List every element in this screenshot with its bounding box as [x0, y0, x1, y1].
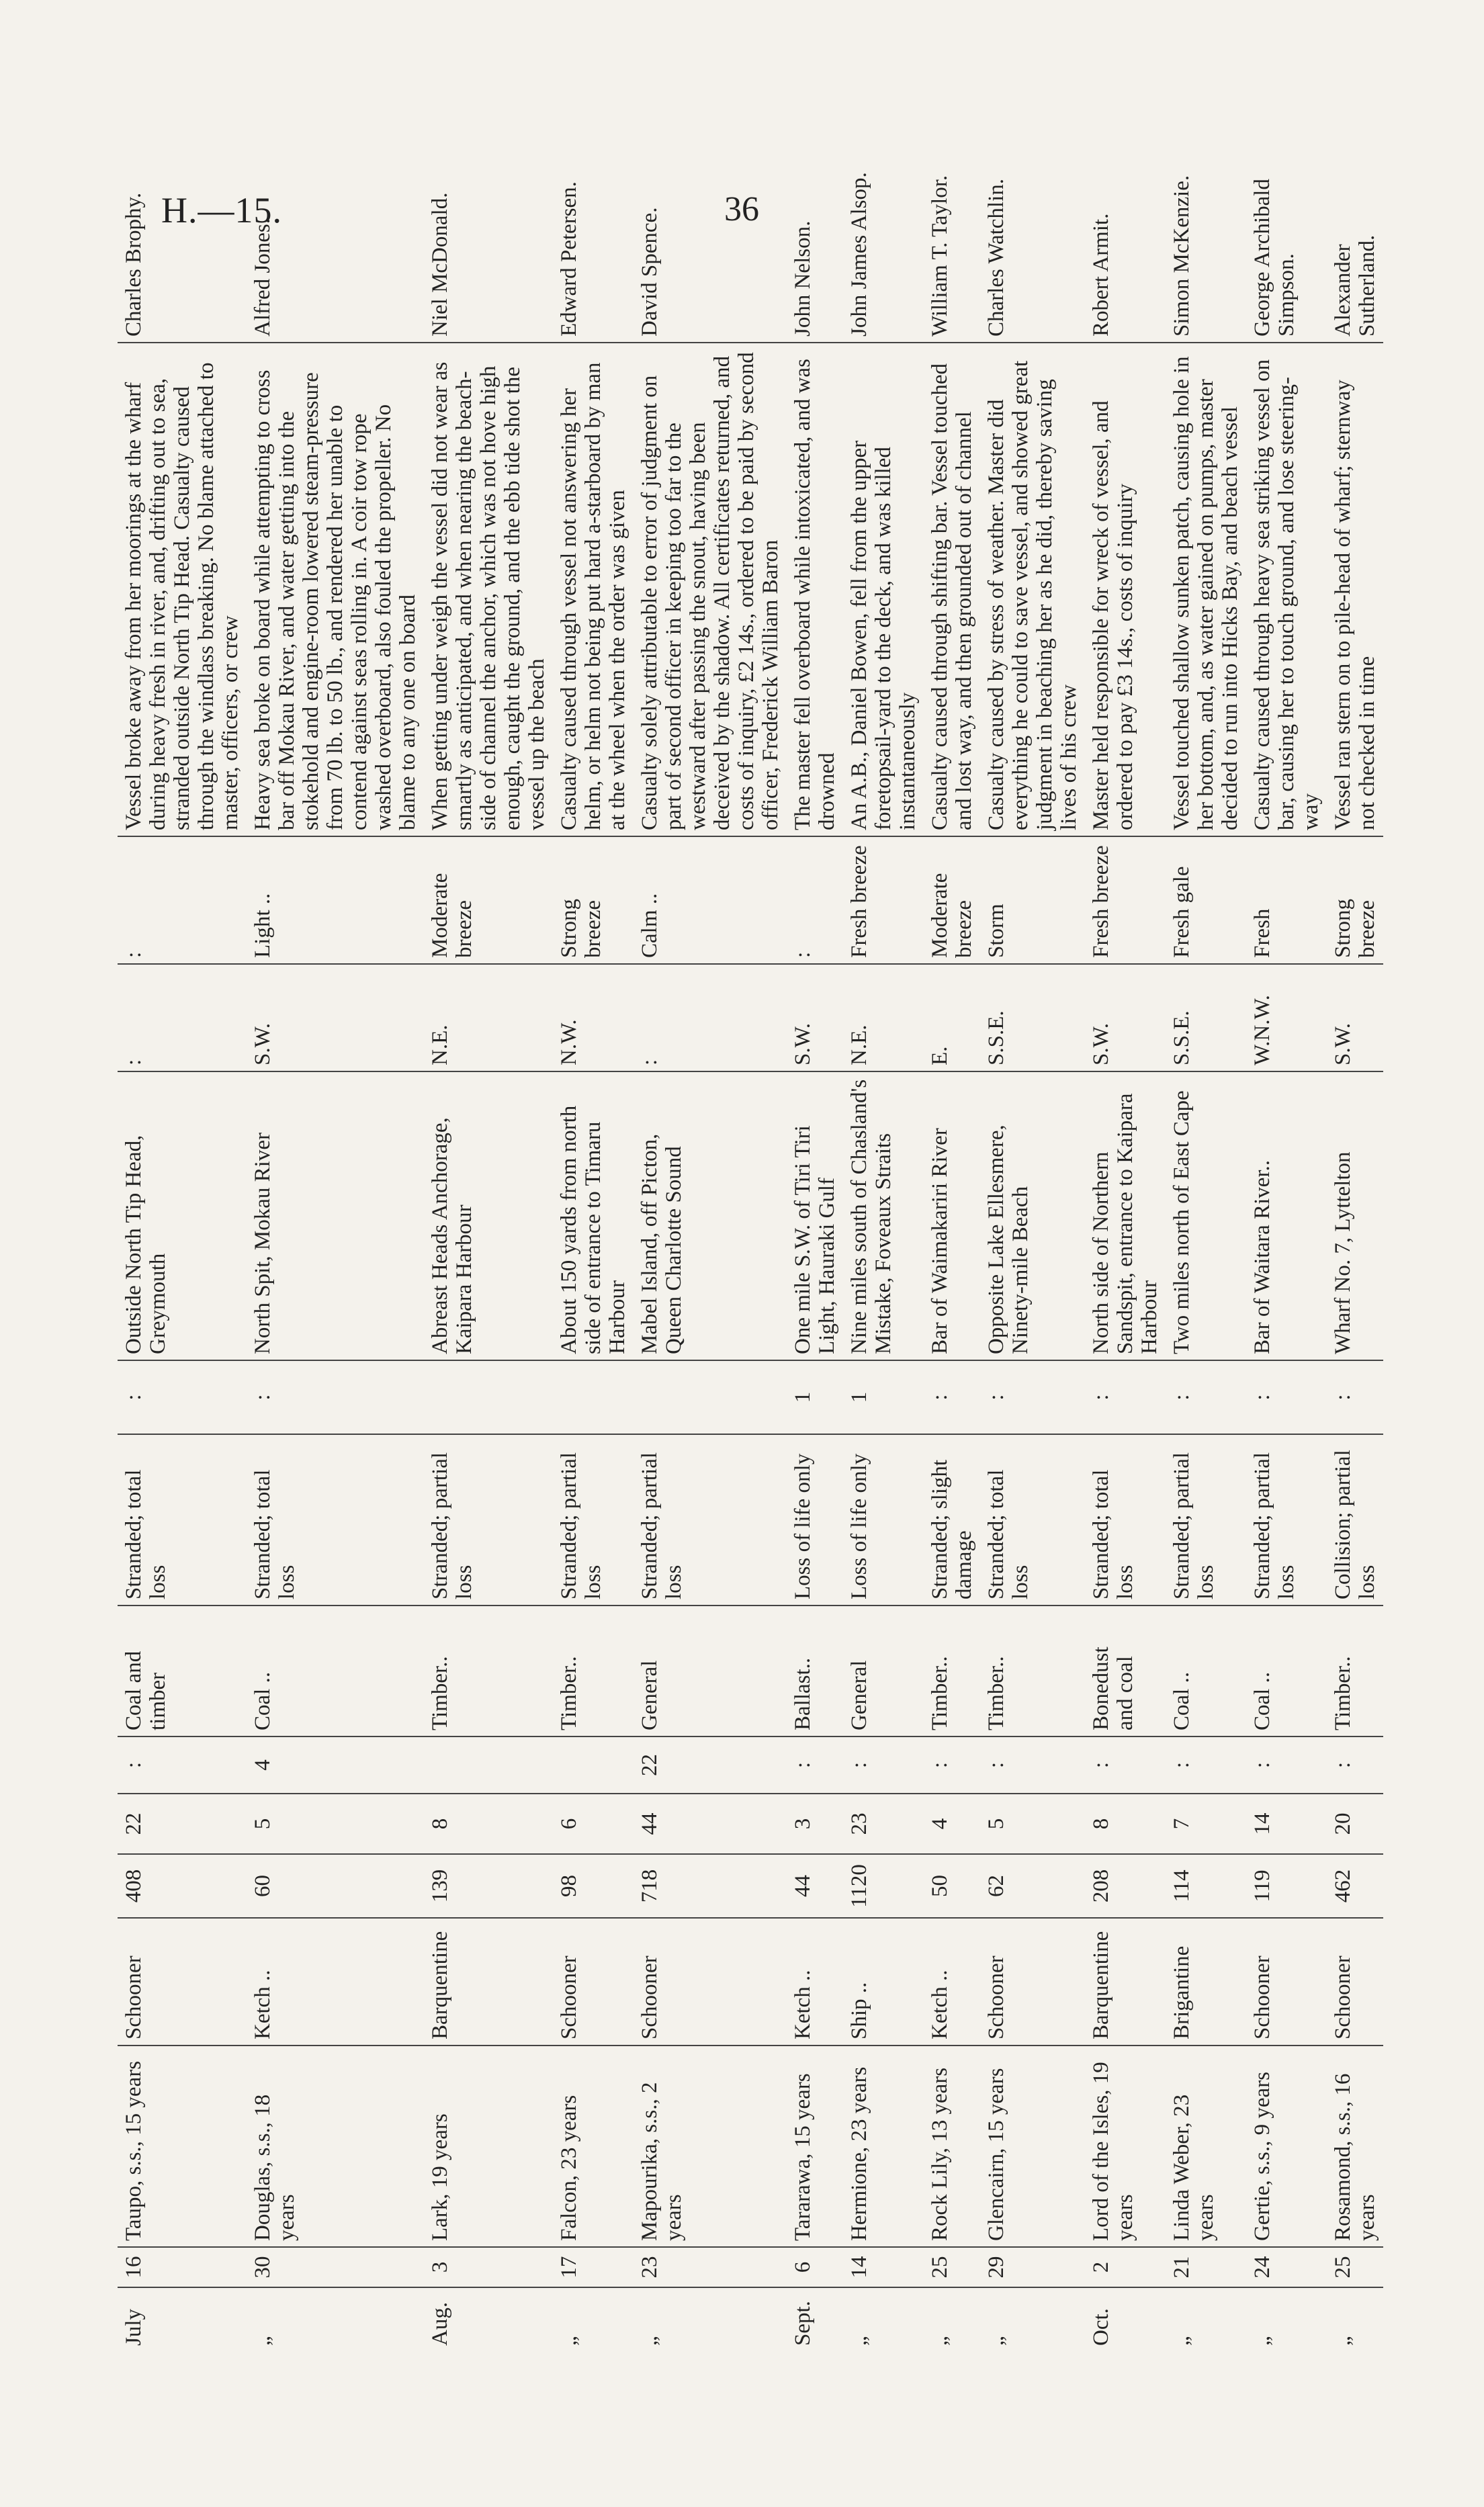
cell-force: Fresh gale: [1166, 836, 1246, 964]
cell-lives: [424, 1360, 553, 1434]
cell-master: George Archibald Simpson.: [1250, 179, 1299, 337]
cell-wind: N.W.: [553, 964, 634, 1071]
cell-wind: S.W.: [247, 964, 424, 1071]
cell-month: Sept.: [787, 2287, 843, 2351]
cell-day: 25: [924, 2247, 980, 2287]
document-reference: H.—15.: [161, 190, 282, 230]
cell-tonnage: 50: [924, 1854, 980, 1918]
cell-master: Simon McKenzie.: [1170, 175, 1194, 337]
cell-force: Fresh: [1246, 836, 1327, 964]
cell-force: :: [118, 836, 247, 964]
cell-force: Fresh breeze: [843, 836, 924, 964]
cell-master: Edward Petersen.: [557, 181, 581, 337]
cell-master: Robert Armit.: [1089, 213, 1113, 337]
cell-crew: 22: [118, 1794, 247, 1854]
cell-vessel: Taupo, s.s., 15 years: [118, 2046, 247, 2247]
cell-lives: :: [247, 1360, 424, 1434]
cell-force: Moderate breeze: [424, 836, 553, 964]
cell-cargo: Timber..: [980, 1606, 1085, 1736]
cell-force: Calm ..: [634, 836, 787, 964]
cell-month: „: [634, 2287, 787, 2351]
cell-month: „: [980, 2287, 1085, 2351]
cell-vessel: Linda Weber, 23 years: [1166, 2046, 1246, 2247]
cell-tonnage: 139: [424, 1854, 553, 1918]
cell-lives: :: [1246, 1360, 1327, 1434]
cell-nature: Stranded; partial loss: [1166, 1434, 1246, 1606]
cell-master: David Spence.: [638, 207, 662, 337]
cell-day: 23: [634, 2247, 787, 2287]
cell-tonnage: 462: [1327, 1854, 1383, 1918]
cell-rig: Brigantine: [1166, 1918, 1246, 2046]
cell-crew: 4: [924, 1794, 980, 1854]
cell-month: „: [843, 2287, 924, 2351]
cell-master: Charles Brophy.: [122, 192, 146, 337]
cell-vessel: Tararawa, 15 years: [787, 2046, 843, 2247]
cell-wind: S.S.E.: [1166, 964, 1246, 1071]
cell-force: Strong breeze: [553, 836, 634, 964]
cell-master: Niel McDonald.: [428, 192, 452, 337]
cell-passengers: :: [924, 1736, 980, 1794]
cell-crew: 23: [843, 1794, 924, 1854]
cell-vessel: Lark, 19 years: [424, 2046, 553, 2247]
cell-rig: Ketch ..: [924, 1918, 980, 2046]
cell-cause: Vessel touched shallow sunken patch, causing hole in her bottom, and, as water gained on pumps, master decided to run into Hicks Bay, and beach vessel: [1166, 343, 1246, 836]
cell-wind: S.S.E.: [980, 964, 1085, 1071]
table-row: [634, 134, 787, 2351]
cell-month: July: [118, 2287, 247, 2351]
cell-tonnage: 208: [1085, 1854, 1166, 1918]
cell-day: 16: [118, 2247, 247, 2287]
cell-vessel: Mapourika, s.s., 2 years: [634, 2046, 787, 2247]
cell-day: 3: [424, 2247, 553, 2287]
cell-cargo: Bonedust and coal: [1085, 1606, 1166, 1736]
cell-force: Light ..: [247, 836, 424, 964]
cell-lives: [553, 1360, 634, 1434]
cell-tonnage: 114: [1166, 1854, 1246, 1918]
table-row: [980, 134, 1085, 2351]
cell-nature: Stranded; total loss: [118, 1434, 247, 1606]
cell-lives: [634, 1360, 787, 1434]
page-number: 36: [724, 190, 759, 228]
cell-tonnage: 718: [634, 1854, 787, 1918]
cell-tonnage: 62: [980, 1854, 1085, 1918]
cell-passengers: [424, 1736, 553, 1794]
cell-cause: Vessel broke away from her moorings at the wharf during heavy fresh in river, and, drifting out to sea, stranded outside North Tip Head. Casualty caused through the windlass breaking. No blame attached to master, officers, or crew: [118, 343, 247, 836]
cell-wind: S.W.: [1327, 964, 1383, 1071]
cell-tonnage: 408: [118, 1854, 247, 1918]
cell-lives: 1: [843, 1360, 924, 1434]
cell-wind: :: [118, 964, 247, 1071]
cell-cargo: Timber..: [553, 1606, 634, 1736]
cell-cause: The master fell overboard while intoxicated, and was drowned: [787, 343, 843, 836]
cell-passengers: 4: [247, 1736, 424, 1794]
cell-wind: :: [634, 964, 787, 1071]
cell-lives: :: [924, 1360, 980, 1434]
cell-rig: Schooner: [980, 1918, 1085, 2046]
cell-wind: N.E.: [843, 964, 924, 1071]
cell-place: North Spit, Mokau River: [247, 1071, 424, 1360]
cell-day: 21: [1166, 2247, 1246, 2287]
cell-rig: Ketch ..: [787, 1918, 843, 2046]
cell-crew: 7: [1166, 1794, 1246, 1854]
cell-crew: 44: [634, 1794, 787, 1854]
table-row: [118, 134, 247, 2351]
cell-master: Alexander Sutherland.: [1331, 234, 1379, 337]
cell-vessel: Rock Lily, 13 years: [924, 2046, 980, 2247]
cell-nature: Stranded; partial loss: [1246, 1434, 1327, 1606]
cell-rig: Ship ..: [843, 1918, 924, 2046]
table-row: [1246, 134, 1327, 2351]
cell-nature: Stranded; partial loss: [424, 1434, 553, 1606]
cell-cargo: Coal ..: [247, 1606, 424, 1736]
cell-month: „: [247, 2287, 424, 2351]
cell-place: Opposite Lake Ellesmere, Ninety-mile Beach: [980, 1071, 1085, 1360]
cell-nature: Stranded; total loss: [980, 1434, 1085, 1606]
cell-lives: 1: [787, 1360, 843, 1434]
table-row: [1085, 134, 1166, 2351]
cell-tonnage: 44: [787, 1854, 843, 1918]
cell-nature: Stranded; partial loss: [553, 1434, 634, 1606]
cell-lives: :: [1327, 1360, 1383, 1434]
cell-rig: Schooner: [553, 1918, 634, 2046]
cell-day: 2: [1085, 2247, 1166, 2287]
cell-cargo: Timber..: [924, 1606, 980, 1736]
cell-passengers: :: [1327, 1736, 1383, 1794]
cell-tonnage: 98: [553, 1854, 634, 1918]
cell-passengers: :: [980, 1736, 1085, 1794]
cell-master: John James Alsop.: [847, 172, 871, 337]
cell-rig: Barquentine: [1085, 1918, 1166, 2046]
cell-month: Oct.: [1085, 2287, 1166, 2351]
cell-cause: Casualty solely attributable to error of judgment on part of second officer in keeping too far to the westward after passing the snout, having been deceived by the shadow. All certificates returned, and costs of inquiry, £2 14s., ordered to be paid by second officer, Frederick William Baron: [634, 343, 787, 836]
cell-nature: Collision; partial loss: [1327, 1434, 1383, 1606]
cell-force: :: [787, 836, 843, 964]
cell-nature: Stranded; total loss: [1085, 1434, 1166, 1606]
cell-place: Bar of Waitara River..: [1246, 1071, 1327, 1360]
cell-rig: Schooner: [1327, 1918, 1383, 2046]
cell-rig: Schooner: [634, 1918, 787, 2046]
cell-passengers: :: [1085, 1736, 1166, 1794]
cell-place: Abreast Heads Anchorage, Kaipara Harbour: [424, 1071, 553, 1360]
cell-day: 24: [1246, 2247, 1327, 2287]
cell-cargo: Coal ..: [1166, 1606, 1246, 1736]
cell-wind: S.W.: [787, 964, 843, 1071]
cell-place: Outside North Tip Head, Greymouth: [118, 1071, 247, 1360]
cell-passengers: :: [1246, 1736, 1327, 1794]
cell-wind: N.E.: [424, 964, 553, 1071]
cell-nature: Loss of life only: [787, 1434, 843, 1606]
cell-passengers: :: [787, 1736, 843, 1794]
cell-crew: 3: [787, 1794, 843, 1854]
cell-passengers: :: [118, 1736, 247, 1794]
cell-wind: E.: [924, 964, 980, 1071]
cell-nature: Stranded; partial loss: [634, 1434, 787, 1606]
cell-nature: Stranded; total loss: [247, 1434, 424, 1606]
cell-cargo: General: [634, 1606, 787, 1736]
cell-month: „: [1246, 2287, 1327, 2351]
cell-rig: Schooner: [118, 1918, 247, 2046]
cell-passengers: :: [843, 1736, 924, 1794]
cell-day: 17: [553, 2247, 634, 2287]
cell-vessel: Rosamond, s.s., 16 years: [1327, 2046, 1383, 2247]
cell-lives: :: [1166, 1360, 1246, 1434]
cell-vessel: Lord of the Isles, 19 years: [1085, 2046, 1166, 2247]
cell-cause: Casualty caused through shifting bar. Vessel touched and lost way, and then grounded out of channel: [924, 343, 980, 836]
cell-passengers: [553, 1736, 634, 1794]
table-row: [1327, 134, 1383, 2351]
cell-crew: 5: [980, 1794, 1085, 1854]
cell-rig: Barquentine: [424, 1918, 553, 2046]
cell-month: „: [553, 2287, 634, 2351]
cell-place: About 150 yards from north side of entrance to Timaru Harbour: [553, 1071, 634, 1360]
cell-crew: 14: [1246, 1794, 1327, 1854]
cell-tonnage: 119: [1246, 1854, 1327, 1918]
cell-cargo: Timber..: [1327, 1606, 1383, 1736]
cell-month: „: [924, 2287, 980, 2351]
cell-vessel: Douglas, s.s., 18 years: [247, 2046, 424, 2247]
cell-nature: Loss of life only: [843, 1434, 924, 1606]
cell-lives: :: [980, 1360, 1085, 1434]
table-row: [247, 134, 424, 2351]
cell-tonnage: 1120: [843, 1854, 924, 1918]
cell-place: Mabel Island, off Picton, Queen Charlotte Sound: [634, 1071, 787, 1360]
cell-place: Two miles north of East Cape: [1166, 1071, 1246, 1360]
cell-day: 14: [843, 2247, 924, 2287]
cell-master: Alfred Jones.: [251, 218, 275, 337]
cell-master: Charles Watchlin.: [984, 178, 1008, 337]
table-row: [787, 134, 843, 2351]
table-row: [424, 134, 553, 2351]
cell-month: „: [1327, 2287, 1383, 2351]
table-row: [924, 134, 980, 2351]
cell-vessel: Gertie, s.s., 9 years: [1246, 2046, 1327, 2247]
cell-cause: Master held responsible for wreck of vessel, and ordered to pay £3 14s., costs of inquiry: [1085, 343, 1166, 836]
cell-vessel: Falcon, 23 years: [553, 2046, 634, 2247]
cell-day: 25: [1327, 2247, 1383, 2287]
cell-force: Storm: [980, 836, 1085, 964]
cell-force: Strong breeze: [1327, 836, 1383, 964]
cell-place: Nine miles south of Chasland's Mistake, Foveaux Straits: [843, 1071, 924, 1360]
cell-crew: 8: [424, 1794, 553, 1854]
cell-vessel: Glencairn, 15 years: [980, 2046, 1085, 2247]
cell-cause: Casualty caused through vessel not answering her helm, or helm not being put hard a-starboard by man at the wheel when the order was given: [553, 343, 634, 836]
cell-master: William T. Taylor.: [928, 175, 952, 337]
cell-cargo: Coal and timber: [118, 1606, 247, 1736]
cell-tonnage: 60: [247, 1854, 424, 1918]
cell-vessel: Hermione, 23 years: [843, 2046, 924, 2247]
cell-day: 6: [787, 2247, 843, 2287]
cell-cargo: General: [843, 1606, 924, 1736]
cell-cargo: Ballast..: [787, 1606, 843, 1736]
cell-crew: 8: [1085, 1794, 1166, 1854]
cell-passengers: 22: [634, 1736, 787, 1794]
cell-rig: Ketch ..: [247, 1918, 424, 2046]
cell-nature: Stranded; slight damage: [924, 1434, 980, 1606]
cell-cargo: Coal ..: [1246, 1606, 1327, 1736]
cell-cause: Vessel ran stern on to pile-head of wharf; sternway not checked in time: [1327, 343, 1383, 836]
cell-force: Fresh breeze: [1085, 836, 1166, 964]
cell-wind: S.W.: [1085, 964, 1166, 1071]
casualty-table: [118, 134, 1383, 2351]
casualty-table-rotated: [118, 134, 1379, 2351]
cell-crew: 6: [553, 1794, 634, 1854]
table-row: [1166, 134, 1246, 2351]
cell-cause: Heavy sea broke on board while attempting to cross bar off Mokau River, and water getting into the stokehold and engine-room lowered steam-pressure from 70 lb. to 50 lb., and rendered her unable to contend against seas rolling in. A coir tow rope washed overboard, also fouled the propeller. No blame to any one on board: [247, 343, 424, 836]
cell-place: Wharf No. 7, Lyttelton: [1327, 1071, 1383, 1360]
table-row: [843, 134, 924, 2351]
cell-cargo: Timber..: [424, 1606, 553, 1736]
cell-cause: Casualty caused by stress of weather. Master did everything he could to save vessel, and showed great judgment in beaching her as he did, thereby saving lives of his crew: [980, 343, 1085, 836]
cell-cause: Casualty caused through heavy sea striking vessel on bar, causing her to touch ground, and lose steering-way: [1246, 343, 1327, 836]
cell-passengers: :: [1166, 1736, 1246, 1794]
cell-cause: When getting under weigh the vessel did not wear as smartly as anticipated, and when nearing the beach-side of channel the anchor, which was not hove high enough, caught the ground, and the ebb tide shot the vessel up the beach: [424, 343, 553, 836]
cell-day: 30: [247, 2247, 424, 2287]
cell-wind: W.N.W.: [1246, 964, 1327, 1071]
table-body: [118, 134, 1383, 2351]
cell-rig: Schooner: [1246, 1918, 1327, 2046]
cell-place: Bar of Waimakariri River: [924, 1071, 980, 1360]
cell-cause: An A.B., Daniel Bowen, fell from the upper foretopsail-yard to the deck, and was killed instantaneously: [843, 343, 924, 836]
cell-crew: 5: [247, 1794, 424, 1854]
cell-month: „: [1166, 2287, 1246, 2351]
cell-master: John Nelson.: [791, 220, 815, 337]
cell-force: Moderate breeze: [924, 836, 980, 964]
cell-crew: 20: [1327, 1794, 1383, 1854]
cell-day: 29: [980, 2247, 1085, 2287]
cell-place: North side of Northern Sandspit, entrance to Kaipara Harbour: [1085, 1071, 1166, 1360]
table-row: [553, 134, 634, 2351]
cell-lives: :: [1085, 1360, 1166, 1434]
cell-lives: :: [118, 1360, 247, 1434]
cell-place: One mile S.W. of Tiri Tiri Light, Hauraki Gulf: [787, 1071, 843, 1360]
cell-month: Aug.: [424, 2287, 553, 2351]
